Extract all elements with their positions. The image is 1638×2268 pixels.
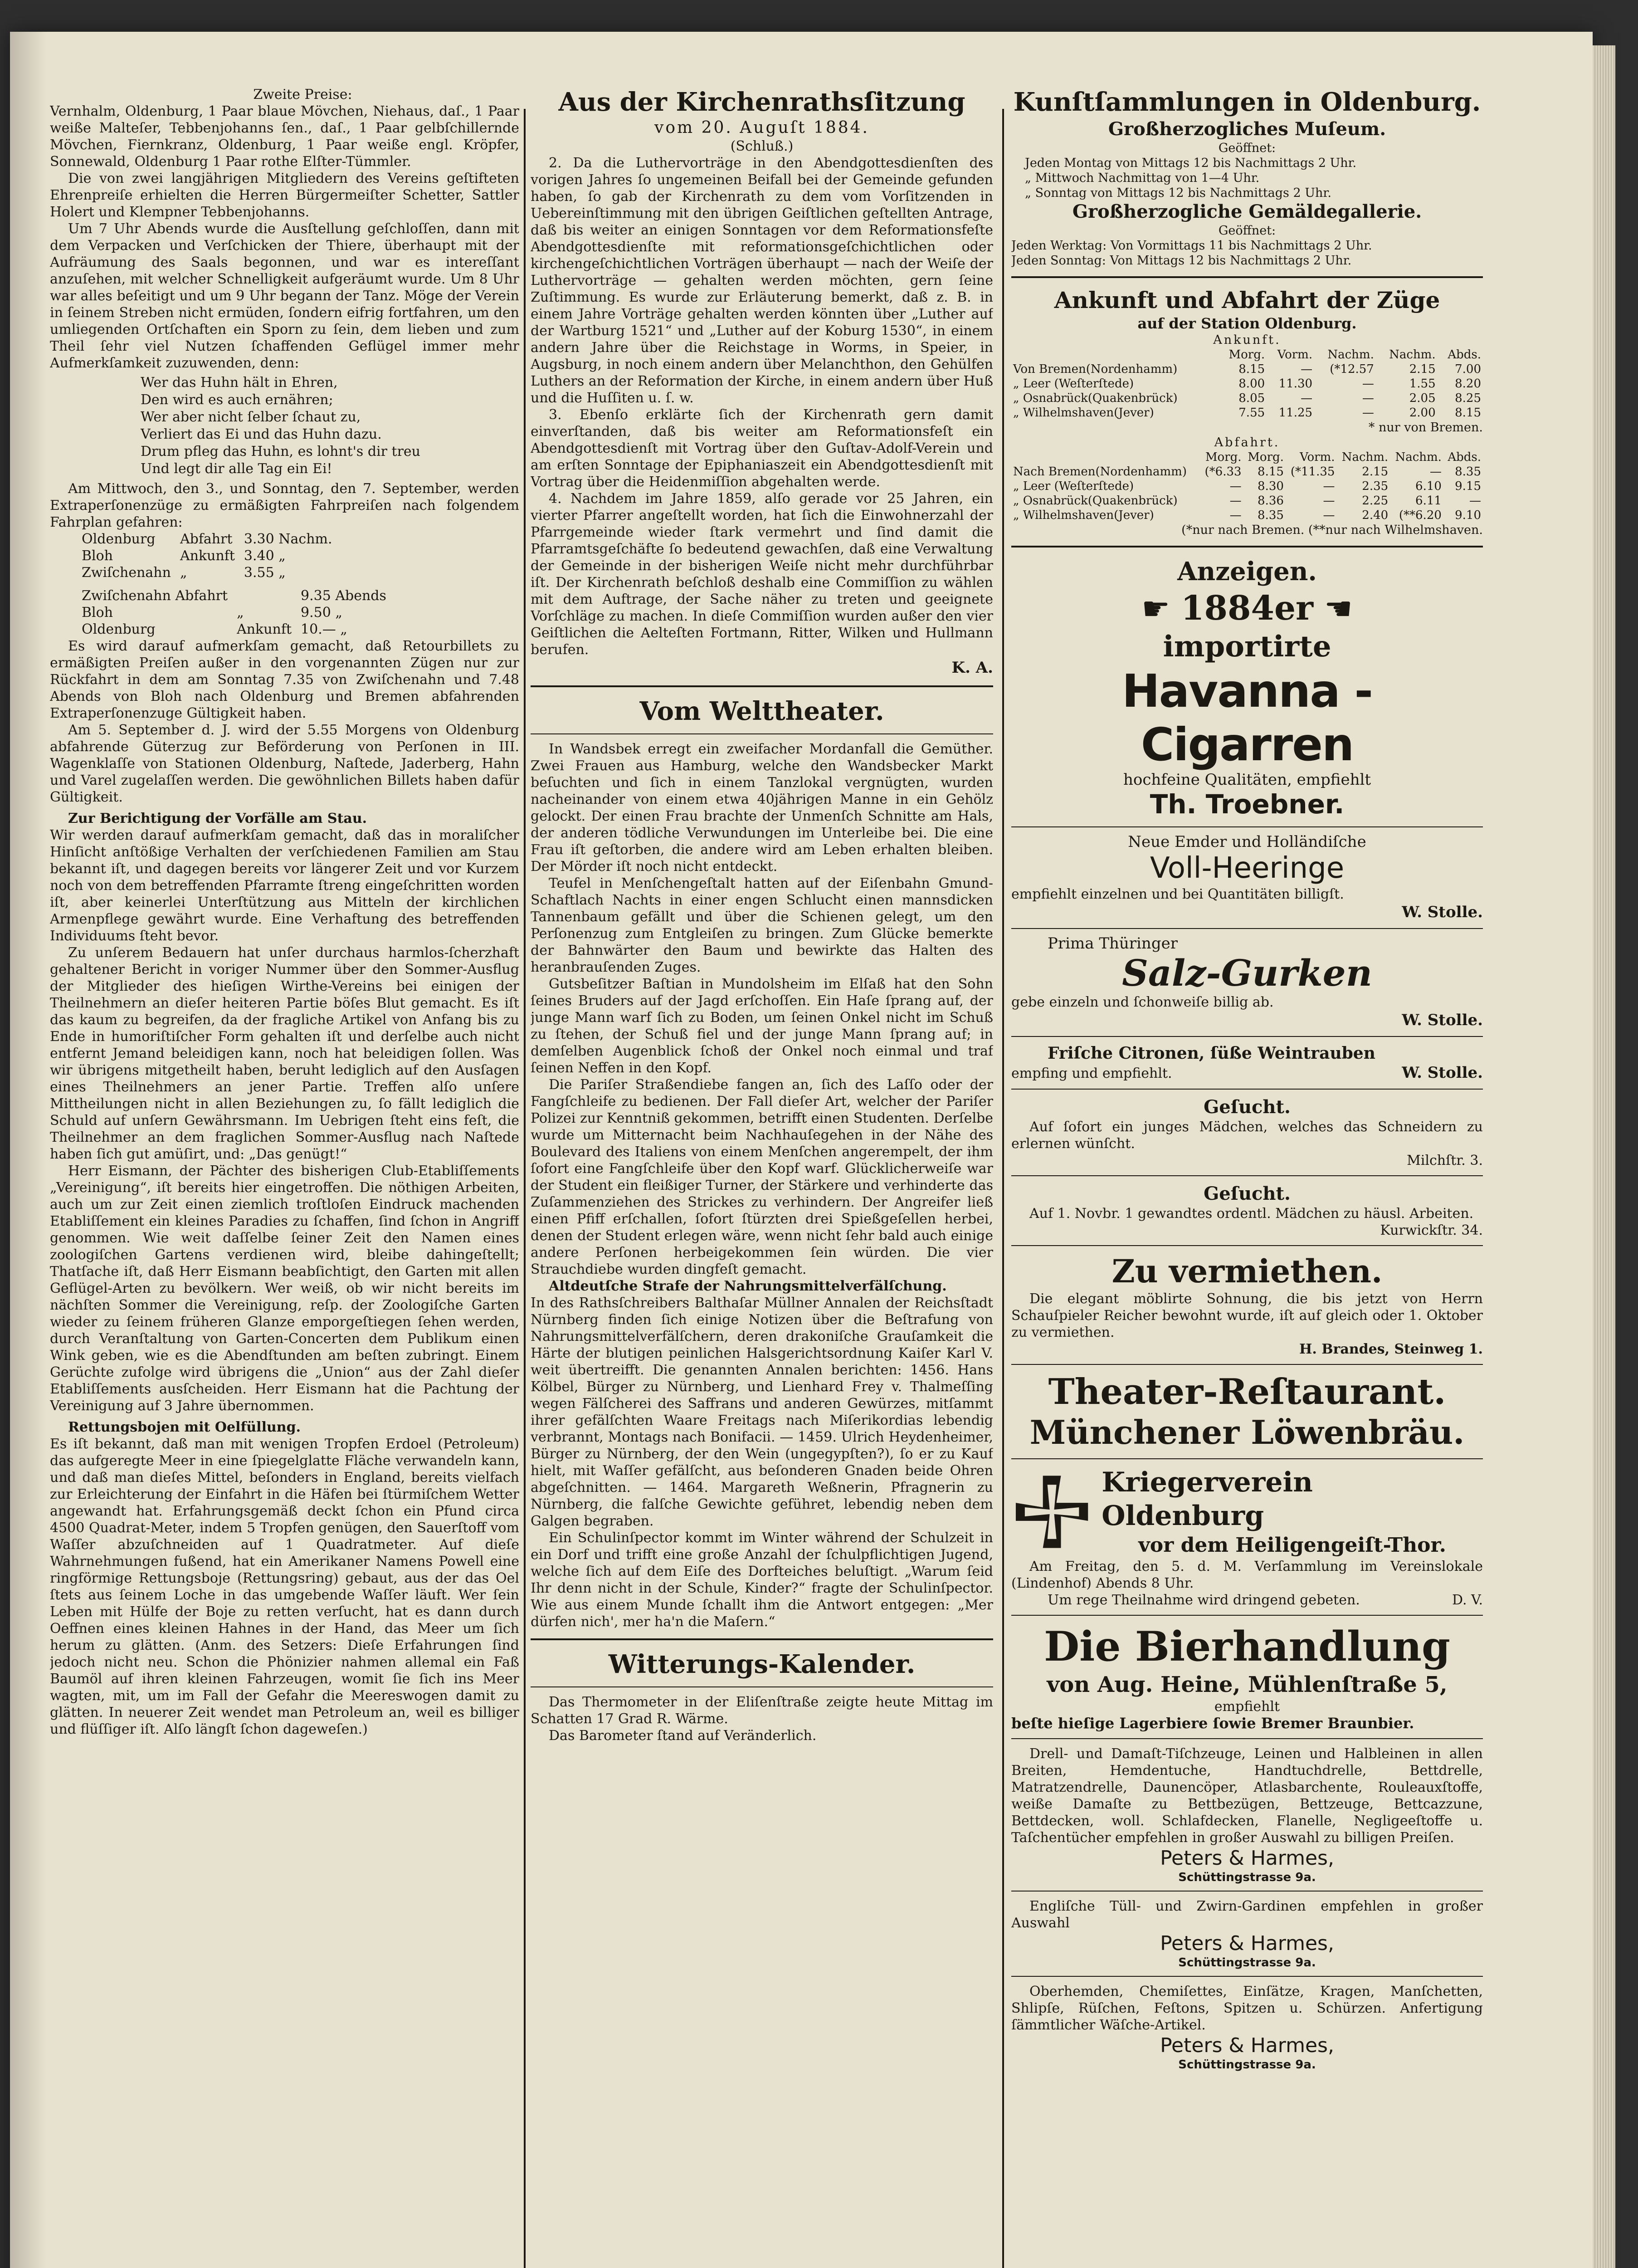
cell: 6.10 [1415, 479, 1442, 493]
label: Abfahrt. [1214, 435, 1280, 450]
ad-signature: Peters & Harmes, [1160, 1847, 1334, 1870]
paragraph: In des Rathsſchreibers Balthaſar Müllner Annalen der Reichsſtadt Nürnberg finden ſich einige Notizen über die Beſtrafung von Nahrungsmittelverfälſchern, deren drakoniſche Grauſamkeit die Härte der blutigen peinlichen Halsgerichtsordnung Kaiſer Karl V. weit übertreifft. Die genannten Annalen berichten: 1456. Hans Kölbel, Bürger zu Nürnberg, und Lienhard Frey v. Thalmeſſing wegen Fälſcherei des Saffrans und anderen Gewürzes, mitſammt ihrer gefälſchten Waare Freitags nach Miſerikordias lebendig verbrannt, Montags nach Bonifacii. — 1459. Ulrich Heydenheimer, Bürger zu Nürnberg, der den Wein (ungegypſten?), ſo er zu Kauf hielt, mit Waſſer gefälſcht, aus beſonderen Gnaden beide Ohren abgeſchnitten. — 1464. Margareth Weßnerin, Pfragnerin zu Nürnberg, die falſche Gewichte geführet, lebendig neben dem Galgen begraben. [531, 1295, 993, 1529]
divider [531, 685, 993, 687]
paragraph: Teufel in Menſchengeſtalt hatten auf der Eiſenbahn Gmund-Schaftlach Nachts in einer engen Schlucht einen mannsdicken Tannenbaum gefällt und über die Schienen gelegt, um den Perſonenzug zum Entgleiſen zu bringen. Zum Glücke bemerkte der Bahnwärter den Baum und bewirkte das Halten des heranbrauſenden Zuges. [531, 875, 993, 975]
cell: 7.55 [1238, 406, 1265, 420]
cell: Abfahrt [180, 531, 233, 547]
cell: 9.35 Abends [301, 588, 386, 604]
divider [531, 733, 993, 734]
divider [1011, 1976, 1483, 1977]
ad-signature: Peters & Harmes, [1160, 2034, 1334, 2057]
cell: Morg. [1205, 450, 1242, 464]
cell: Morg. [1228, 348, 1265, 362]
ad-line: importirte [1163, 630, 1331, 664]
paragraph: Es wird darauf aufmerkſam gemacht, daß Retourbillets zu ermäßigten Preiſen außer in den vorgenannten Zügen nur zur Rückfahrt in dem am Sonntag 7.35 von Zwiſchenahn und 7.48 Abends von Bloh nach Oldenburg und Bremen abfahrenden Extraperſonenzuge Gültigkeit haben. [50, 638, 519, 721]
article-date: vom 20. Auguſt 1884. [654, 118, 869, 137]
cell [232, 587, 296, 604]
ad-footer-row [1011, 1063, 1483, 1082]
opening-hours: „ Sonntag von Mittags 12 bis Nachmittags 2 Uhr. [1025, 186, 1331, 200]
ad-line: Um rege Theilnahme wird dringend gebeten. [1048, 1592, 1360, 1608]
ad-address: Schüttingstrasse 9a. [1178, 2058, 1316, 2072]
cell: — [1323, 494, 1335, 508]
poem-line: Verliert das Ei und das Huhn dazu. [141, 426, 382, 442]
divider [1011, 1615, 1483, 1616]
ad-product: Havanna - Cigarren [1121, 665, 1373, 771]
divider [1011, 1738, 1483, 1739]
cell: Von Bremen(Nordenhamm) [1013, 362, 1178, 376]
article-note: (Schluß.) [730, 138, 794, 154]
divider [1011, 1245, 1483, 1246]
cell: 8.15 [1238, 362, 1265, 376]
table-header [1011, 450, 1483, 464]
cell: Nachm. [1327, 348, 1374, 362]
cell: 8.20 [1455, 377, 1481, 391]
paragraph: Am Mittwoch, den 3., und Sonntag, den 7. September, werden Extraperſonenzüge zu ermäßigten Fahrpreiſen nach folgendem Fahrplan gefahren: [50, 481, 519, 530]
divider [1011, 546, 1483, 547]
paragraph: Wir werden darauf aufmerkſam gemacht, daß das in moraliſcher Hinſicht anſtößige Verhalten der verſchiedenen Familien am Stau bekannt iſt, und dagegen bereits vor längerer Zeit und vor Kurzem noch von dem betreffenden Pfarramte ſtreng eingeſchritten worden iſt, aber keinerlei Unterſtützung aus Mitteln der kirchlichen Armenpflege gewährt wurde. Eine Verhaftung des betreffenden Individuums ſteht bevor. [50, 827, 519, 944]
divider [1011, 1891, 1483, 1892]
cell: Nach Bremen(Nordenhamm) [1013, 465, 1187, 479]
ad-text: Oberhemden, Chemiſettes, Einſätze, Kragen, Manſchetten, Shlipſe, Rüſchen, Feſtons, Spitzen u. Schürzen. Anfertigung ſämmtlicher Wäſche-Artikel. [1011, 1984, 1483, 2033]
divider [1011, 1458, 1483, 1459]
ad-title: Geſucht. [1204, 1096, 1291, 1118]
table-row [1011, 362, 1483, 376]
paragraph: Am 5. September d. J. wird der 5.55 Morgens von Oldenburg abfahrende Güterzug zur Beförderung von Perſonen in III. Wagenklaſſe von Stationen Oldenburg, Naſtede, Jaderberg, Hahn und Varel zugelaſſen werden. Die gewöhnlichen Billets haben dafür Gültigkeit. [50, 722, 519, 805]
cell: 8.15 [1258, 465, 1284, 479]
paragraph: Das Barometer ſtand auf Veränderlich. [549, 1728, 817, 1744]
section-heading: Zweite Preise: [253, 87, 352, 103]
schedule-row [77, 621, 391, 638]
cell: 2.40 [1362, 508, 1389, 522]
section-title: Ankunft und Abfahrt der Züge [1054, 287, 1440, 313]
cell: Nachm. [1341, 450, 1389, 464]
article-heading: Altdeutſche Strafe der Nahrungsmittelverfälſchung. [549, 1278, 947, 1294]
table-row [1011, 391, 1483, 406]
cell: 2.05 [1409, 391, 1436, 405]
article-title: Aus der Kirchenrathsſitzung [558, 87, 965, 117]
signature: K. A. [951, 659, 993, 677]
ad-line: Friſche Citronen, ſüße Weintrauben [1048, 1044, 1375, 1063]
cell: „ Osnabrück(Quakenbrück) [1013, 391, 1178, 405]
ad-line: gebe einzeln und ſchonweiſe billig ab. [1011, 994, 1274, 1010]
cell: 3.30 Nachm. [244, 531, 332, 547]
schedule-row [77, 587, 391, 604]
cell: Vorm. [1277, 348, 1313, 362]
ad-year: 1884er [1180, 589, 1314, 628]
cell: Nachm. [1395, 450, 1442, 464]
ad-title: Die Bierhandlung [1044, 1623, 1450, 1671]
poem-line: Den wird es auch ernähren; [141, 392, 333, 408]
cell: — [1301, 391, 1313, 405]
ad-address: Milchſtr. 3. [1407, 1153, 1483, 1168]
ad-line: hochfeine Qualitäten, empfiehlt [1123, 771, 1371, 789]
ad-signature: Peters & Harmes, [1160, 1932, 1334, 1955]
cell: — [1429, 465, 1442, 479]
ad-text: Am Freitag, den 5. d. M. Verſammlung im Vereinslokale (Lindenhof) Abends 8 Uhr. [1011, 1559, 1483, 1591]
cell: 2.35 [1362, 479, 1389, 493]
schedule-table-1 [77, 531, 337, 581]
ad-title: Geſucht. [1204, 1183, 1291, 1204]
ad-address: Schüttingstrasse 9a. [1178, 1956, 1316, 1970]
paragraph: In Wandsbek erregt ein zweifacher Mordanfall die Gemüther. Zwei Frauen aus Hamburg, welche den Wandsbecker Markt beſuchten und ſich in einem Tanzlokal vergnügten, wurden nacheinander von einem etwa 40jährigen Manne in ein Gehölz gelockt. Der einen Frau brachte der Unmenſch Schnitte am Hals, der anderen tödliche Verwundungen im Unterleibe bei. Die eine Frau iſt geſtorben, die andere wird am Leben erhalten bleiben. Der Mörder iſt noch nicht entdeckt. [531, 741, 993, 875]
paragraph: Ein Schulinſpector kommt im Winter während der Schulzeit in ein Dorf und trifft eine große Anzahl der ſchulpflichtigen Jugend, welche ſich auf dem Eiſe des Dorfteiches beluſtigt. „Warum ſeid Ihr denn nicht in der Schule, Kinder?“ fragte der Schulinſpector. Wie aus einem Munde ſchallt ihm die Antwort entgegen: „Mer dürfen nich', mer ha'n die Maſern.“ [531, 1530, 993, 1630]
schedule-row [77, 531, 337, 547]
cell: 2.15 [1362, 465, 1389, 479]
ad-signature: W. Stolle. [1402, 1064, 1483, 1082]
cell: — [1362, 406, 1374, 420]
cell: „ [237, 605, 244, 621]
ad-title: Theater-Reſtaurant. [1048, 1371, 1446, 1413]
divider [531, 1686, 993, 1687]
divider [1011, 826, 1483, 827]
paragraph: 4. Nachdem im Jahre 1859, alſo gerade vor 25 Jahren, ein vierter Pfarrer angeſtellt worden, hat ſich die Einwohnerzahl der Pfarrgemeinde wieder ſtark vermehrt und ſind damit die Pfarramtsgeſchäfte ſo bedeutend gewachſen, daß eine Verwaltung der Gemeinde in der bisherigen Weiſe nicht mehr durchführbar iſt. Der Kirchenrath beſchloß deshalb eine Commiſſion zu wählen mit dem Auftrage, der Sache näher zu treten und geeignete Vorſchläge zu machen. In dieſe Commiſſion wurden außer den vier Geiſtlichen die Aelteſten Fortmann, Ritter, Wilken und Hullmann berufen. [531, 491, 993, 658]
cell: 7.00 [1455, 362, 1481, 376]
cell: 8.15 [1455, 406, 1481, 420]
cell: Zwiſchenahn Abfahrt [82, 588, 228, 604]
schedule-row [77, 564, 337, 581]
cell: 11.25 [1278, 406, 1313, 420]
cell: — [1469, 494, 1481, 508]
ad-krieger-header [1011, 1466, 1483, 1558]
cell: 6.11 [1415, 494, 1442, 508]
ad-line: Prima Thüringer [1048, 934, 1178, 953]
column-2 [531, 86, 993, 2268]
cell: Abds. [1448, 348, 1481, 362]
cell: „ Osnabrück(Quakenbrück) [1013, 494, 1178, 508]
cell: Ankunft [237, 621, 292, 637]
ad-signature: Th. Troebner. [1150, 789, 1345, 820]
cell: 8.36 [1258, 494, 1284, 508]
ad-line: empfing und empfiehlt. [1011, 1066, 1172, 1081]
cell: Nachm. [1389, 348, 1436, 362]
paragraph: Herr Eismann, der Pächter des bisherigen Club-Etabliſſements „Vereinigung“, iſt bereits hier eingetroffen. Die nöthigen Arbeiten, auch um zur Zeit einen ziemlich troſtloſen Eindruck machenden Etabliſſement ein kleines Paradies zu ſchaffen, ſind ſchon in Angriff genommen. Wie weit daſſelbe ſeiner Zeit den Namen eines zoologiſchen Gartens verdienen wird, bleibe dahingeſtellt; Thatſache iſt, daß Herr Eismann beabſichtigt, den Garten mit allen Geflügel-Arten zu bevölkern. Wer weiß, ob wir nicht bereits im nächſten Sommer die Vereinigung, reſp. der Zoologiſche Garten wieder zu ſeinem früheren Glanze emporgeſtiegen ſehen werden, durch Veranſtaltung von Garten-Concerten dem Publikum einen Wink geben, wie es die Abendſtunden am beſten zubringt. Einem Gerüchte zufolge wird übrigens die „Union“ aus der Zahl dieſer Etabliſſements ausſcheiden. Herr Eismann hat die Pachtung der Vereinigung auf 3 Jahre übernommen. [50, 1163, 519, 1414]
cell: „ [180, 565, 187, 581]
column-rule-2 [1002, 109, 1004, 2268]
subsection-title: Großherzogliche Gemäldegallerie. [1072, 201, 1422, 222]
opening-hours: Jeden Montag von Mittags 12 bis Nachmittags 2 Uhr. [1025, 156, 1357, 170]
cell: „ Leer (Weſterſtede) [1013, 479, 1134, 493]
opening-hours: Jeden Sonntag: Von Mittags 12 bis Nachmittags 2 Uhr. [1011, 254, 1352, 268]
poem-line: Wer aber nicht ſelber ſchaut zu, [141, 409, 361, 425]
ad-line: beſte hieſige Lagerbiere ſowie Bremer Braunbier. [1011, 1715, 1414, 1732]
cell: 8.00 [1238, 377, 1265, 391]
ad-signature: H. Brandes, Steinweg 1. [1299, 1341, 1483, 1357]
ad-text: Drell- und Damaſt-Tiſchzeuge, Leinen und Halbleinen in allen Breiten, Hemdentuche, Handtuchdrelle, Bettdrelle, Matratzendrelle, Daunencöper, Atlasbarchente, Rouleauxſtoffe, weiße Damaſte zu Bettbezügen, Bettzeuge, Bettcazzune, Bettdecken, woll. Schlafdecken, Flanelle, Negligeeſtoffe u. Taſchentücher empfehlen in großer Auswahl zu billigen Preiſen. [1011, 1746, 1483, 1846]
ad-text: Die elegant möblirte Sohnung, die bis jetzt von Herrn Schauſpieler Reicher bewohnt wurde, iſt auf gleich oder 1. Oktober zu vermiethen. [1011, 1291, 1483, 1340]
column-rule-1 [524, 109, 526, 2268]
cell: 9.15 [1455, 479, 1481, 493]
table-row [1011, 508, 1483, 523]
cell: — [1362, 391, 1374, 405]
paragraph: Um 7 Uhr Abends wurde die Ausſtellung geſchloſſen, dann mit dem Verpacken und Verſchicken der Thiere, überhaupt mit der Aufräumung des Saals begonnen, und war es intereſſant anzuſehen, mit welcher Schnelligkeit aufgeräumt wurde. Um 8 Uhr war alles beſeitigt und um 9 Uhr begann der Tanz. Möge der Verein in ſeinem Streben nicht ermüden, ſondern eifrig fortfahren, um den umliegenden Ortſchaften ein Sporn zu ſein, dem lieben und zum Theil ſehr viel Nutzen ſchaffenden Geflügel immer mehr Aufmerkſamkeit zuzuwenden, denn: [50, 221, 519, 371]
cell: Oldenburg [82, 531, 156, 547]
ad-line: empfiehlt einzelnen und bei Quantitäten billigſt. [1011, 886, 1344, 902]
ad-title: Kriegerverein Oldenburg [1102, 1466, 1313, 1532]
cell: Morg. [1248, 450, 1284, 464]
cell: Bloh [82, 548, 113, 564]
divider [1011, 1364, 1483, 1365]
ad-line: Neue Emder und Holländiſche [1128, 833, 1366, 851]
divider [1011, 1089, 1483, 1090]
ad-address: Schüttingstrasse 9a. [1178, 1871, 1316, 1884]
page-edges [1593, 45, 1615, 2268]
cell [1011, 347, 1218, 362]
divider [531, 1638, 993, 1640]
departure-table [1011, 450, 1483, 523]
paragraph: Die Pariſer Straßendiebe fangen an, ſich des Laſſo oder der Fangſchleife zu bedienen. Der Fall dieſer Art, welcher der Pariſer Polizei zur Kenntniß gekommen, betrifft einen Studenten. Derſelbe wurde um Mitternacht beim Nachhauſegehen in der Nähe des Boulevard des Italiens von einem Menſchen angerempelt, der ihm ſofort eine Fangſchleife über den Kopf warf. Glücklicherweiſe war der Student ein fleißiger Turner, der Stärkere und verhinderte das Zuſammenziehen des Strickes zu verhindern. Der Angreifer ließ einen Pfiff erſchallen, ſofort ſtürzten drei Spießgeſellen herbei, denen der Student erlegen wäre, wenn nicht ſehr bald auch einige andere Perſonen herbeigekommen ſein würden. Die vier Strauchdiebe wurden dingfeſt gemacht. [531, 1077, 993, 1277]
paragraph: Vernhalm, Oldenburg, 1 Paar blaue Mövchen, Niehaus, daſ., 1 Paar weiße Malteſer, Tebbenjohanns ſen., daſ., 1 Paar gelbſchillernde Mövchen, Fiernkranz, Oldenburg, 1 Paar weiße engl. Kröpfer, Sonnewald, Oldenburg 1 Paar rothe Elſter-Tümmler. [50, 103, 519, 170]
label: Geöffnet: [1218, 141, 1276, 155]
table-row [1011, 479, 1483, 494]
table-footnote: * nur von Bremen. [1368, 420, 1483, 435]
pointing-hand-right-icon: ☛ [1141, 590, 1170, 627]
binding-shadow [10, 32, 46, 2268]
cell: — [1323, 508, 1335, 522]
subsection-title: Großherzogliches Muſeum. [1108, 118, 1386, 140]
section-title: Vom Welttheater. [639, 696, 884, 726]
paragraph: Zu unſerem Bedauern hat unſer durchaus harmlos-ſcherzhaft gehaltener Bericht in voriger Nummer über den Sommer-Ausflug der Mitglieder des hieſigen Wirthe-Vereins bei einigen der Theilnehmern an dieſer heiteren Partie böſes Blut gemacht. Es iſt das kaum zu begreifen, da der fragliche Artikel von Anfang bis zu Ende in humoriſtiſcher Form gehalten iſt und derſelbe auch nicht entfernt Jemand beleidigen kann, noch hat beleidigen ſollen. Was wir übrigens mitgetheilt haben, beruht lediglich auf den Ausſagen eines Theilnehmers an jener Partie. Treffen alſo unſere Mittheilungen nicht in allen Beziehungen zu, ſo fällt lediglich die Schuld auf unſern Gewährsmann. Im Uebrigen ſteht eins feſt, die Theilnehmer an dem fraglichen Sommer-Ausflug nach Naſtede haben ſich gut amüſirt, und: „Das genügt!“ [50, 945, 519, 1162]
schedule-table-2 [77, 587, 391, 638]
table-row [1011, 376, 1483, 391]
cell: 8.30 [1258, 479, 1284, 493]
pointing-hand-left-icon: ☚ [1324, 590, 1353, 627]
cell: 3.40 „ [244, 548, 286, 564]
ad-text: Auf 1. Novbr. 1 gewandtes ordentl. Mädchen zu häusl. Arbeiten. [1029, 1206, 1474, 1222]
cell: — [1229, 494, 1242, 508]
cell: (**6.20 [1399, 508, 1442, 522]
cell: „ Wilhelmshaven(Jever) [1013, 508, 1154, 522]
divider [1011, 928, 1483, 929]
ad-title: Münchener Löwenbräu. [1029, 1413, 1465, 1452]
ad-krieger-titles [1102, 1466, 1483, 1558]
cell: 2.15 [1409, 362, 1436, 376]
cell: 2.25 [1362, 494, 1389, 508]
cell: 10.— „ [301, 621, 347, 637]
ad-signature: W. Stolle. [1402, 903, 1483, 921]
paragraph: 2. Da die Luthervorträge in den Abendgottesdienſten des vorigen Jahres ſo ungemeinen Beifall bei der Gemeinde gefunden haben, ſo gab der Kirchenrath zu dem vom Vorſitzenden in Uebereinſtimmung mit den übrigen Geiſtlichen geſtellten Antrage, daß bis weiter an einigen Sonntagen vor dem Reformationsfeſte Abendgottesdienſte mit reformationsgeſchichtlichen oder kirchengeſchichtlichen Vorträgen überhaupt — nach der Weiſe der Luthervorträge — gehalten werden möchten, gern ſeine Zuſtimmung. Es wurde zur Erläuterung bemerkt, daß z. B. in einem Jahre Vorträge gehalten werden könnten über „Luther auf der Wartburg 1521“ und „Luther auf der Koburg 1530“, in einem andern Jahre über die Reichstage in Worms, in Speier, in Augsburg, in noch einem andern über Melanchthon, den Gehülfen Luthers an der Reformation der Kirche, in einem andern über Huß und die Huſſiten u. ſ. w. [531, 155, 993, 406]
ad-signature: W. Stolle. [1402, 1011, 1483, 1029]
table-footnote: (*nur nach Bremen. (**nur nach Wilhelmshaven. [1181, 523, 1483, 537]
label: Geöffnet: [1218, 224, 1276, 238]
paragraph: 3. Ebenſo erklärte ſich der Kirchenrath gern damit einverſtanden, daß bis weiter am Reformationsfeſt ein Abendgottesdienſt mit Vortrag über den Guſtav-Adolf-Verein und am erſten Sonntage der Epiphaniaszeit ein Abendgottesdienſt mit Vortrag über die Heidenmiſſion abgehalten werde. [531, 407, 993, 490]
ad-subtitle: vor dem Heiligengeiſt-Thor. [1138, 1534, 1446, 1557]
article-heading: Zur Berichtigung der Vorfälle am Stau. [68, 811, 367, 826]
column-1 [50, 86, 519, 2268]
section-title: Kunſtſammlungen in Oldenburg. [1013, 87, 1481, 117]
table-row [1011, 406, 1483, 420]
ad-product: Salz-Gurken [1122, 952, 1372, 994]
schedule-row [77, 604, 391, 621]
cell: „ Wilhelmshaven(Jever) [1013, 406, 1154, 420]
paragraph: Das Thermometer in der Eliſenſtraße zeigte heute Mittag im Schatten 17 Grad R. Wärme. [531, 1694, 993, 1727]
cell: Oldenburg [82, 621, 156, 637]
ad-cigar-headline [1011, 587, 1483, 629]
cell: — [1229, 479, 1242, 493]
poem-line: Drum pfleg das Huhn, es lohnt's dir treu [141, 444, 420, 459]
cell: 3.55 „ [244, 565, 286, 581]
cell: (*12.57 [1330, 362, 1374, 376]
cell: Bloh [82, 605, 113, 621]
cell: (*6.33 [1204, 465, 1242, 479]
cell [1011, 450, 1200, 464]
table-row [1011, 464, 1483, 479]
cell: 8.35 [1258, 508, 1284, 522]
divider [1011, 1036, 1483, 1037]
cell: — [1301, 362, 1313, 376]
cell: Vorm. [1300, 450, 1335, 464]
cell: Ankunft [180, 548, 235, 564]
cell: — [1229, 508, 1242, 522]
paragraph: Die von zwei langjährigen Mitgliedern des Vereins geſtifteten Ehrenpreiſe erhielten die Herren Bürgermeiſter Schetter, Sattler Holert und Klempner Tebbenjohanns. [50, 171, 519, 220]
cell: 8.05 [1238, 391, 1265, 405]
ad-product: Voll-Heeringe [1150, 851, 1345, 885]
divider [1011, 276, 1483, 278]
ad-footer-row [1011, 1592, 1483, 1608]
cell: — [1362, 377, 1374, 391]
poem-line: Und legt dir alle Tag ein Ei! [141, 461, 332, 477]
cell: — [1323, 479, 1335, 493]
table-row [1011, 494, 1483, 508]
ad-text: Engliſche Tüll- und Zwirn-Gardinen empfehlen in großer Auswahl [1011, 1898, 1483, 1931]
ad-title: Zu vermiethen. [1112, 1252, 1383, 1290]
cell: 8.35 [1455, 465, 1481, 479]
column-3 [1011, 86, 1483, 2268]
article-heading: Rettungsbojen mit Oelfüllung. [68, 1419, 301, 1435]
cell: (*11.35 [1290, 465, 1335, 479]
ad-text: Auf ſofort ein junges Mädchen, welches das Schneidern zu erlernen wünſcht. [1011, 1119, 1483, 1152]
label: Ankunft. [1213, 333, 1281, 347]
table-header [1011, 347, 1483, 362]
ad-address: Kurwickſtr. 34. [1380, 1222, 1483, 1238]
iron-cross-icon [1011, 1471, 1092, 1553]
poem [141, 374, 519, 478]
cell: 9.50 „ [301, 605, 342, 621]
paragraph: Gutsbeſitzer Baſtian in Mundolsheim im Elſaß hat den Sohn ſeines Bruders auf der Jagd erſchoſſen. Ein Haſe ſprang auf, der junge Mann warf ſich zu Boden, um ſeinen Onkel nicht im Schuß zu ſtehen, der Schuß fiel und der junge Mann ſprang auf; in demſelben Augenblick ſchoß der Onkel noch einmal und traf ſeinen Neffen in den Kopf. [531, 976, 993, 1076]
ads-heading: Anzeigen. [1177, 557, 1317, 587]
cell: Abds. [1448, 450, 1481, 464]
schedule-row [77, 547, 337, 564]
section-title: Witterungs-Kalender. [608, 1649, 916, 1679]
ad-line: empfiehlt [1214, 1699, 1280, 1715]
paragraph: Es iſt bekannt, daß man mit wenigen Tropfen Erdoel (Petroleum) das aufgeregte Meer in eine ſpiegelglatte Fläche verwandeln kann, und daß man dieſes Mittel, beſonders in England, bereits vielfach zur Erleichterung der Einfahrt in die Häfen bei ſtürmiſchem Wetter angewandt hat. Erfahrungsgemäß deckt ſchon ein Pfund circa 4500 Quadrat-Meter, indem 5 Tropfen genügen, den Sauerſtoff vom Waſſer abzuſchneiden auf 1 Quadratmeter. Auf dieſe Wahrnehmungen fußend, hat ein Amerikaner Namens Powell eine ringförmige Rettungsboje (Rettungsring) gebaut, aus der das Oel ſtets aus ſeinem Loche in das umgebende Waſſer läuft. Wer ſein Leben mit Hülfe der Boje zu retten verſucht, hat es dann durch Oeffnen eines kleinen Hahnes in der Hand, das Meer um ſich herum zu glätten. (Anm. des Setzers: Dieſe Erfahrungen ſind jedoch nicht neu. Schon die Phönizier nahmen allemal ein Faß Baumöl auf ihren kleinen Fahrzeugen, womit ſie ſich ins Meer wagten, mit, um im Fall der Gefahr die Meereswogen damit zu glätten. In neuerer Zeit wendet man Petroleum an, weil es billiger und flüſſiger iſt. Alſo längſt ſchon dageweſen.) [50, 1436, 519, 1737]
cell: „ Leer (Weſterſtede) [1013, 377, 1134, 391]
opening-hours: „ Mittwoch Nachmittag von 1—4 Uhr. [1025, 171, 1260, 185]
opening-hours: Jeden Werktag: Von Vormittags 11 bis Nachmittags 2 Uhr. [1011, 239, 1372, 253]
cell: 11.30 [1278, 377, 1313, 391]
ad-subtitle: von Aug. Heine, Mühlenſtraße 5, [1047, 1672, 1448, 1697]
arrival-table [1011, 347, 1483, 420]
cell: 2.00 [1409, 406, 1436, 420]
cell: 9.10 [1455, 508, 1481, 522]
cell: 1.55 [1409, 377, 1436, 391]
divider [1011, 1175, 1483, 1176]
cell: Zwiſchenahn [82, 565, 171, 581]
subsection-title: auf der Station Oldenburg. [1137, 315, 1357, 332]
ad-signature: D. V. [1452, 1592, 1483, 1608]
cell: 8.25 [1455, 391, 1481, 405]
poem-line: Wer das Huhn hält in Ehren, [141, 375, 338, 391]
